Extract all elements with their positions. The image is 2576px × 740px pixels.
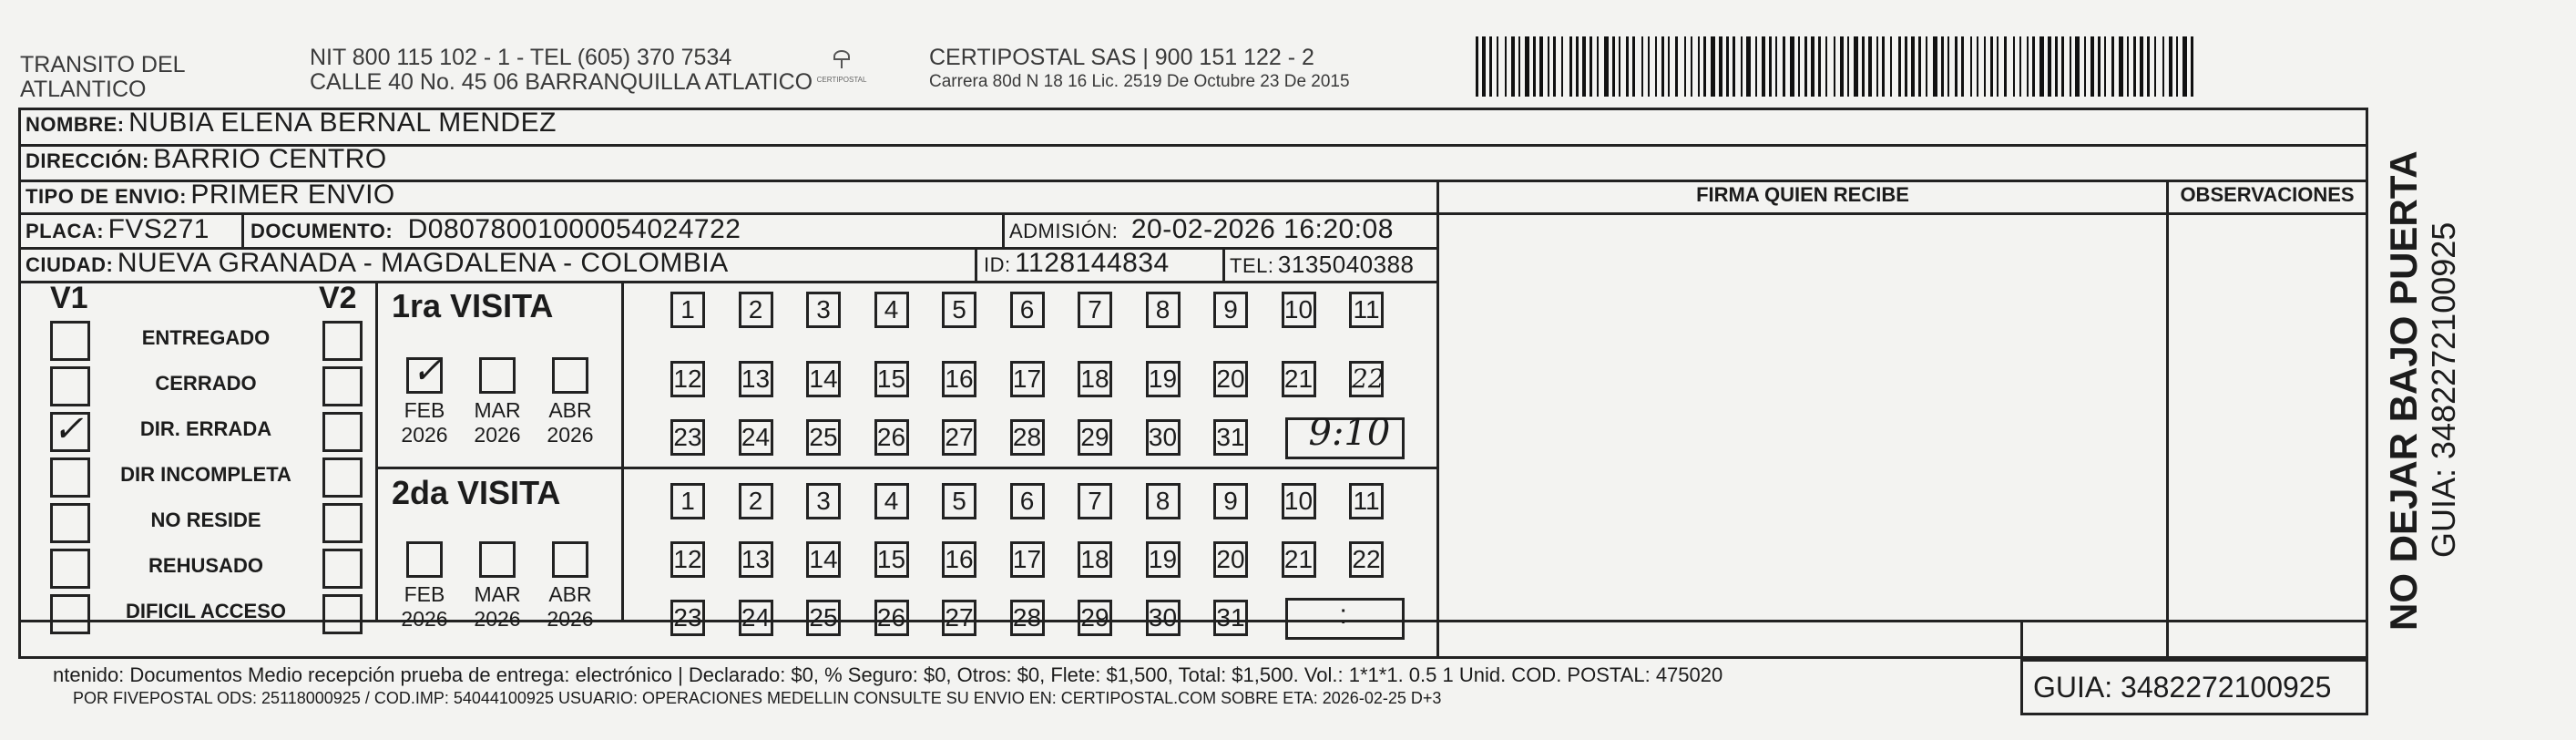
barcode-bar [1977, 36, 1978, 97]
barcode-bar [1711, 36, 1715, 97]
barcode-bar [2055, 36, 2058, 97]
visit1-day-box[interactable]: 11 [1349, 292, 1384, 328]
barcode [1476, 36, 2195, 97]
barcode-bar [1632, 36, 1635, 97]
visit1-day-box[interactable]: 29 [1078, 419, 1112, 456]
visit2-day-box[interactable]: 20 [1213, 541, 1248, 578]
barcode-bar [1762, 36, 1765, 97]
barcode-bar [1862, 36, 1865, 97]
barcode-bar [2133, 36, 2136, 97]
v1-checkbox[interactable] [50, 594, 90, 634]
visit2-month-label: ABR [548, 582, 592, 606]
status-label: DIR. ERRADA [139, 417, 272, 440]
visit2-day-box[interactable]: 21 [1282, 541, 1316, 578]
v1-checkbox[interactable] [50, 321, 90, 361]
barcode-bar [1533, 36, 1536, 97]
barcode-bar [2176, 36, 2178, 97]
ciudad-value: NUEVA GRANADA - MAGDALENA - COLOMBIA [117, 248, 729, 278]
visit2-day-box[interactable]: 31 [1213, 600, 1248, 636]
barcode-bar [1961, 36, 1964, 97]
visit1-day-box-22[interactable]: 22 [1349, 361, 1384, 397]
barcode-bar [1482, 36, 1486, 97]
barcode-bar [1804, 36, 1807, 97]
barcode-bar [1790, 36, 1794, 97]
nombre-field [26, 108, 557, 139]
visit2-day-box[interactable]: 26 [874, 600, 909, 636]
barcode-bar [1941, 36, 1944, 97]
visit2-day-box[interactable]: 3 [806, 483, 841, 519]
visit2-month-box[interactable] [406, 541, 443, 578]
barcode-bar [1854, 36, 1858, 97]
admision-label: ADMISIÓN: [1009, 220, 1119, 242]
barcode-bar [1933, 36, 1937, 97]
status-label: ENTREGADO [141, 326, 271, 349]
visit1-month-box[interactable] [479, 357, 516, 394]
placa-value: FVS271 [107, 214, 210, 244]
divider [2020, 620, 2023, 659]
barcode-bar [1741, 36, 1743, 97]
barcode-bar [2119, 36, 2123, 97]
visit2-day-box[interactable]: 17 [1010, 541, 1045, 578]
barcode-bar [1619, 36, 1620, 97]
v1-checkbox[interactable] [50, 549, 90, 589]
visit2-month-label: MAR [474, 582, 521, 606]
nombre-value: NUBIA ELENA BERNAL MENDEZ [128, 108, 557, 138]
barcode-bar [2061, 36, 2064, 97]
visit2-day-box[interactable]: 23 [670, 600, 705, 636]
barcode-bar [2090, 36, 2094, 97]
barcode-bar [1597, 36, 1599, 97]
barcode-bar [1955, 36, 1958, 97]
visit1-day-box[interactable]: 4 [874, 292, 909, 328]
barcode-bar [1489, 36, 1492, 97]
barcode-bar [2098, 36, 2101, 97]
visit1-day-box[interactable]: 27 [942, 419, 976, 456]
visit1-month-label: ABR [548, 398, 592, 422]
barcode-bar [1582, 36, 1586, 97]
visit1-day-box[interactable]: 10 [1282, 292, 1316, 328]
barcode-bar [1626, 36, 1629, 97]
barcode-bar [1840, 36, 1844, 97]
visit1-day-box[interactable]: 24 [739, 419, 773, 456]
visit1-month-box[interactable] [552, 357, 588, 394]
v2-heading: V2 [319, 281, 357, 315]
barcode-bar [2048, 36, 2051, 97]
visit2-day-box[interactable]: 24 [739, 600, 773, 636]
direccion-field [26, 144, 387, 175]
visit1-month-year: 2026 [474, 423, 521, 447]
visit2-day-box[interactable]: 7 [1078, 483, 1112, 519]
admision-field [1009, 214, 1394, 245]
divider [1222, 247, 1225, 281]
visit2-day-box[interactable]: 18 [1078, 541, 1112, 578]
visit2-day-box[interactable]: 14 [806, 541, 841, 578]
footer-ods: POR FIVEPOSTAL ODS: 25118000925 / COD.IMP: 54044100925 USUARIO: OPERACIONES MEDELLIN CONSULTE SU ENVIO EN: CERTIPOSTAL.COM SOBRE ETA: 2026-02-25 D+3 [73, 689, 1442, 707]
v2-checkbox[interactable] [322, 457, 363, 498]
barcode-bar [2169, 36, 2172, 97]
documento-label: DOCUMENTO: [250, 220, 394, 242]
barcode-bar [1905, 36, 1907, 97]
tipo-label: TIPO DE ENVIO: [26, 185, 187, 208]
barcode-bar [1818, 36, 1821, 97]
visit1-day-box[interactable]: 16 [942, 361, 976, 397]
sender-address: CALLE 40 No. 45 06 BARRANQUILLA ATLATICO [310, 69, 813, 95]
documento-value: D08078001000054024722 [407, 214, 741, 244]
logo-text: CERTIPOSTAL [816, 76, 867, 84]
visit1-title: 1ra VISITA [392, 287, 554, 324]
barcode-bar [1847, 36, 1849, 97]
status-label: DIR INCOMPLETA [120, 463, 291, 486]
barcode-bar [2027, 36, 2029, 97]
barcode-bar [1661, 36, 1664, 97]
v1-checkbox[interactable] [50, 503, 90, 543]
barcode-bar [1539, 36, 1543, 97]
ciudad-label: CIUDAD: [26, 253, 114, 276]
barcode-bar [2140, 36, 2143, 97]
barcode-bar [1868, 36, 1872, 97]
footer-guia: GUIA: 3482272100925 [2033, 671, 2332, 704]
divider [18, 281, 1439, 283]
divider [375, 467, 1439, 469]
barcode-bar [2182, 36, 2187, 97]
visit2-month-year: 2026 [401, 607, 448, 631]
visit1-day-box[interactable]: 9 [1213, 292, 1248, 328]
visit2-day-box[interactable]: 19 [1146, 541, 1181, 578]
barcode-bar [2104, 36, 2106, 97]
visit1-day-box[interactable]: 26 [874, 419, 909, 456]
visit1-day-box[interactable]: 1 [670, 292, 705, 328]
barcode-bar [1825, 36, 1827, 97]
visit1-day-box[interactable]: 14 [806, 361, 841, 397]
barcode-bar [1548, 36, 1549, 97]
divider [2366, 108, 2368, 659]
barcode-bar [1890, 36, 1892, 97]
visit2-day-box[interactable]: 16 [942, 541, 976, 578]
visit2-day-box[interactable]: 30 [1146, 600, 1181, 636]
visit1-month-mark: ✓ [412, 350, 443, 392]
barcode-bar [1746, 36, 1751, 97]
visit2-day-box[interactable]: 25 [806, 600, 841, 636]
barcode-bar [1641, 36, 1643, 97]
divider [1436, 180, 1439, 659]
barcode-bar [1775, 36, 1777, 97]
visit1-month-label: FEB [404, 398, 445, 422]
v1-checkbox[interactable] [50, 366, 90, 406]
visit1-time: 9:10 [1308, 412, 1391, 454]
barcode-bar [2154, 36, 2156, 97]
divider [18, 620, 2368, 622]
divider [375, 281, 378, 620]
visit1-day-box[interactable]: 3 [806, 292, 841, 328]
barcode-bar [1984, 36, 1986, 97]
visit2-day-box[interactable]: 13 [739, 541, 773, 578]
barcode-bar [1783, 36, 1785, 97]
placa-label: PLACA: [26, 220, 105, 242]
visit2-day-box[interactable]: 15 [874, 541, 909, 578]
admision-value: 20-02-2026 16:20:08 [1130, 214, 1394, 244]
barcode-bar [1703, 36, 1706, 97]
no-dejar-warning: NO DEJAR BAJO PUERTA [2382, 150, 2425, 631]
certipostal-logo-icon [830, 47, 854, 71]
visit1-day-box[interactable]: 21 [1282, 361, 1316, 397]
v2-checkbox[interactable] [322, 366, 363, 406]
visit1-day-box[interactable]: 19 [1146, 361, 1181, 397]
tel-field [1230, 251, 1415, 279]
observaciones-heading: OBSERVACIONES [2180, 183, 2355, 206]
ciudad-field [26, 248, 729, 279]
barcode-bar [1970, 36, 1972, 97]
certipostal-logo [811, 47, 873, 84]
barcode-bar [2013, 36, 2015, 97]
barcode-bar [1684, 36, 1686, 97]
visit1-day-box[interactable]: 8 [1146, 292, 1181, 328]
footer-contents: ntenido: Documentos Medio recepción prueba de entrega: electrónico | Declarado: $0, % Seguro: $0, Otros: $0, Flete: $1,500, Total: $1,500. Vol.: 1*1*1. 0.5 1 Unid. COD. POSTAL: 475020 [53, 663, 1723, 686]
visit1-day-box[interactable]: 2 [739, 292, 773, 328]
barcode-bar [1755, 36, 1757, 97]
barcode-bar [1655, 36, 1657, 97]
status-label: NO RESIDE [150, 509, 261, 531]
visit2-day-box[interactable]: 28 [1010, 600, 1045, 636]
barcode-bar [1997, 36, 1998, 97]
barcode-bar [1675, 36, 1678, 97]
visit2-day-box[interactable]: 29 [1078, 600, 1112, 636]
visit2-day-box[interactable]: 8 [1146, 483, 1181, 519]
barcode-bar [1798, 36, 1800, 97]
visit2-day-box[interactable]: 11 [1349, 483, 1384, 519]
courier-company: CERTIPOSTAL SAS | 900 151 122 - 2 [929, 45, 1314, 70]
id-field [984, 248, 1170, 279]
barcode-bar [1553, 36, 1556, 97]
tel-label: TEL: [1230, 254, 1274, 277]
divider [975, 247, 977, 281]
v1-check-mark: ✓ [53, 408, 84, 450]
barcode-bar [1926, 36, 1927, 97]
sender-contact [310, 46, 813, 95]
barcode-bar [1769, 36, 1772, 97]
visit2-day-box[interactable]: 5 [942, 483, 976, 519]
visit2-day-box[interactable]: 4 [874, 483, 909, 519]
visit2-day-box[interactable]: 27 [942, 600, 976, 636]
visit2-day-box[interactable]: 9 [1213, 483, 1248, 519]
visit1-day-box[interactable]: 7 [1078, 292, 1112, 328]
visit1-month-year: 2026 [401, 423, 448, 447]
visit1-day-box[interactable]: 25 [806, 419, 841, 456]
barcode-bar [1834, 36, 1835, 97]
tipo-value: PRIMER ENVIO [190, 180, 395, 210]
visit2-month-year: 2026 [474, 607, 521, 631]
visit2-month-box[interactable] [479, 541, 516, 578]
tipo-envio-field [26, 180, 395, 211]
tel-value: 3135040388 [1277, 251, 1415, 278]
barcode-bar [2019, 36, 2021, 97]
v1-checkbox[interactable] [50, 457, 90, 498]
v2-checkbox[interactable] [322, 321, 363, 361]
visit1-day-box[interactable]: 18 [1078, 361, 1112, 397]
barcode-bar [2084, 36, 2086, 97]
divider [1439, 212, 2368, 215]
firma-heading: FIRMA QUIEN RECIBE [1696, 183, 1909, 206]
barcode-bar [1947, 36, 1949, 97]
v2-checkbox[interactable] [322, 549, 363, 589]
sender-nit-tel: NIT 800 115 102 - 1 - TEL (605) 370 7534 [310, 45, 732, 70]
barcode-bar [1590, 36, 1592, 97]
v2-checkbox[interactable] [322, 412, 363, 452]
barcode-bar [2162, 36, 2164, 97]
id-label: ID: [984, 253, 1011, 276]
barcode-bar [2111, 36, 2114, 97]
direccion-value: BARRIO CENTRO [153, 144, 387, 174]
id-value: 1128144834 [1015, 248, 1170, 278]
barcode-bar [1911, 36, 1915, 97]
barcode-bar [2127, 36, 2129, 97]
barcode-bar [1811, 36, 1814, 97]
v2-checkbox[interactable] [322, 503, 363, 543]
visit1-day-box[interactable]: 6 [1010, 292, 1045, 328]
barcode-bar [2191, 36, 2193, 97]
barcode-bar [1505, 36, 1507, 97]
visit2-month-year: 2026 [547, 607, 594, 631]
documento-field [250, 214, 741, 245]
sender-name: TRANSITO DEL ATLANTICO [20, 52, 186, 102]
visit2-month-box[interactable] [552, 541, 588, 578]
barcode-bar [2070, 36, 2071, 97]
divider [621, 281, 624, 620]
visit1-month-year: 2026 [547, 423, 594, 447]
barcode-bar [1497, 36, 1498, 97]
visit2-time: : [1339, 600, 1347, 630]
barcode-bar [1511, 36, 1515, 97]
status-label: REHUSADO [148, 554, 263, 577]
barcode-bar [1612, 36, 1615, 97]
visit1-day-box[interactable]: 30 [1146, 419, 1181, 456]
barcode-bar [1569, 36, 1572, 97]
visit2-month-label: FEB [404, 582, 445, 606]
v2-checkbox[interactable] [322, 594, 363, 634]
side-guia: GUIA: 3482272100925 [2425, 221, 2462, 558]
barcode-bar [1882, 36, 1885, 97]
barcode-bar [1726, 36, 1729, 97]
courier-license: Carrera 80d N 18 16 Lic. 2519 De Octubre 23 De 2015 [929, 72, 1350, 91]
visit2-day-box[interactable]: 12 [670, 541, 705, 578]
barcode-bar [1990, 36, 1993, 97]
placa-field [26, 214, 210, 245]
visit2-day-box[interactable]: 1 [670, 483, 705, 519]
barcode-bar [1604, 36, 1609, 97]
visit1-day-box[interactable]: 23 [670, 419, 705, 456]
courier-info [929, 46, 1350, 92]
visit1-day-box[interactable]: 31 [1213, 419, 1248, 456]
visit2-day-box[interactable]: 22 [1349, 541, 1384, 578]
visit1-day-box[interactable]: 17 [1010, 361, 1045, 397]
nombre-label: NOMBRE: [26, 113, 125, 136]
visit1-day-box[interactable]: 5 [942, 292, 976, 328]
barcode-bar [1668, 36, 1670, 97]
v1-heading: V1 [50, 281, 88, 315]
barcode-bar [1918, 36, 1921, 97]
barcode-bar [1719, 36, 1722, 97]
visit1-day-box[interactable]: 12 [670, 361, 705, 397]
visit2-day-box[interactable]: 2 [739, 483, 773, 519]
barcode-bar [1648, 36, 1650, 97]
barcode-bar [1876, 36, 1878, 97]
barcode-bar [2032, 36, 2035, 97]
visit1-day-box[interactable]: 20 [1213, 361, 1248, 397]
visit2-day-box[interactable]: 10 [1282, 483, 1316, 519]
barcode-bar [1898, 36, 1901, 97]
visit1-day-box[interactable]: 13 [739, 361, 773, 397]
barcode-bar [1698, 36, 1700, 97]
barcode-bar [1525, 36, 1529, 97]
barcode-bar [1518, 36, 1520, 97]
divider [2166, 180, 2169, 659]
status-label: DIFICIL ACCESO [125, 600, 286, 622]
barcode-bar [1733, 36, 1735, 97]
visit1-month-label: MAR [474, 398, 521, 422]
status-label: CERRADO [155, 372, 257, 395]
visit1-day-box[interactable]: 15 [874, 361, 909, 397]
barcode-bar [2004, 36, 2007, 97]
barcode-bar [2147, 36, 2150, 97]
visit2-title: 2da VISITA [392, 474, 561, 511]
divider [241, 212, 244, 247]
barcode-bar [1476, 36, 1478, 97]
barcode-bar [1576, 36, 1579, 97]
barcode-bar [2075, 36, 2080, 97]
barcode-bar [2039, 36, 2044, 97]
visit2-day-box[interactable]: 6 [1010, 483, 1045, 519]
direccion-label: DIRECCIÓN: [26, 149, 149, 172]
barcode-bar [1691, 36, 1692, 97]
visit1-day-box[interactable]: 28 [1010, 419, 1045, 456]
barcode-bar [1561, 36, 1563, 97]
divider [1002, 212, 1005, 247]
